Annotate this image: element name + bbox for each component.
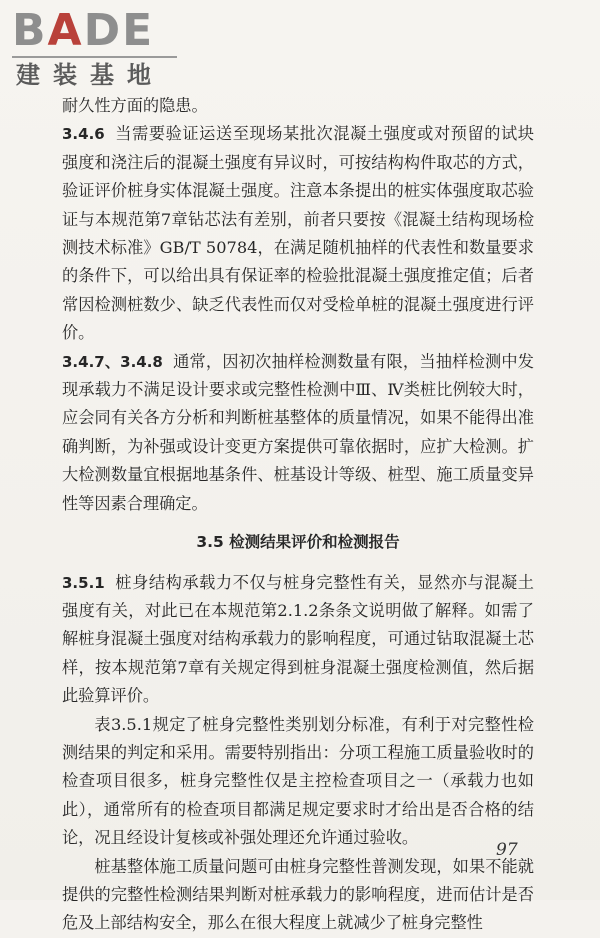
body-text (62, 92, 534, 938)
paragraph-group-2 (62, 569, 534, 938)
paragraph (62, 853, 534, 938)
paragraph (62, 348, 534, 518)
page-number: 97 (496, 840, 518, 860)
clause-number: 3.4.6 (62, 125, 105, 144)
paragraph-text: 表3.5.1规定了桩身完整性类别划分标准，有利于对完整性检测结果的判定和采用。需要特别指出：分项工程施工质量验收时的检查项目很多，桩身完整性仅是主控检查项目之一（承载力也如此），通常所有的检查项目都满足规定要求时才给出是否合格的结论，况且经设计复核或补强处理还允许通过验收。 (62, 714, 534, 848)
paragraph-text: 通常，因初次抽样检测数量有限，当抽样检测中发现承载力不满足设计要求或完整性检测中Ⅲ、Ⅳ类桩比例较大时，应会同有关各方分析和判断桩基整体的质量情况，如果不能得出准确判断，为补强或设计变更方案提供可靠依据时，应扩大检测。扩大检测数量宜根据地基条件、桩基设计等级、桩型、施工质量变异性等因素合理确定。 (62, 351, 534, 513)
section-heading: 3.5 检测结果评价和检测报告 (196, 533, 400, 552)
paragraph-text: 当需要验证运送至现场某批次混凝土强度或对预留的试块强度和浇注后的混凝土强度有异议时，可按结构构件取芯的方式，验证评价桩身实体混凝土强度。注意本条提出的桩实体强度取芯验证与本规范第7章钻芯法有差别，前者只要按《混凝土结构现场检测技术标准》GB/T 50784，在满足随机抽样的代表性和数量要求的条件下，可以给出具有保证率的检验批混凝土强度推定值；后者常因检测桩数少、缺乏代表性而仅对受检单桩的混凝土强度进行评价。 (62, 124, 534, 343)
bade-logo (8, 6, 183, 88)
paragraph-group-1 (62, 92, 534, 518)
logo-letters-de: DE (83, 5, 155, 56)
logo-letter-b: B (12, 5, 48, 56)
paragraph-text: 桩基整体施工质量问题可由桩身完整性普测发现，如果不能就提供的完整性检测结果判断对桩承载力的影响程度，进而估计是否危及上部结构安全，那么在很大程度上就减少了桩身完整性 (62, 856, 534, 933)
paragraph (62, 120, 534, 347)
logo-wordmark (12, 6, 154, 56)
clause-number: 3.5.1 (62, 573, 105, 592)
paragraph (62, 711, 534, 853)
paragraph (62, 92, 534, 120)
logo-letter-a: A (47, 5, 84, 56)
logo-divider (12, 56, 177, 58)
logo-chinese-text: 建装基地 (16, 61, 164, 89)
paragraph-text: 耐久性方面的隐患。 (62, 96, 208, 115)
paragraph-text: 桩身结构承载力不仅与桩身完整性有关，显然亦与混凝土强度有关，对此已在本规范第2.1.2条条文说明做了解释。如需了解桩身混凝土强度对结构承载力的影响程度，可通过钻取混凝土芯样，按本规范第7章有关规定得到桩身混凝土强度检测值，然后据此验算评价。 (62, 572, 534, 706)
paragraph (62, 569, 534, 711)
clause-number: 3.4.7、3.4.8 (62, 352, 163, 371)
